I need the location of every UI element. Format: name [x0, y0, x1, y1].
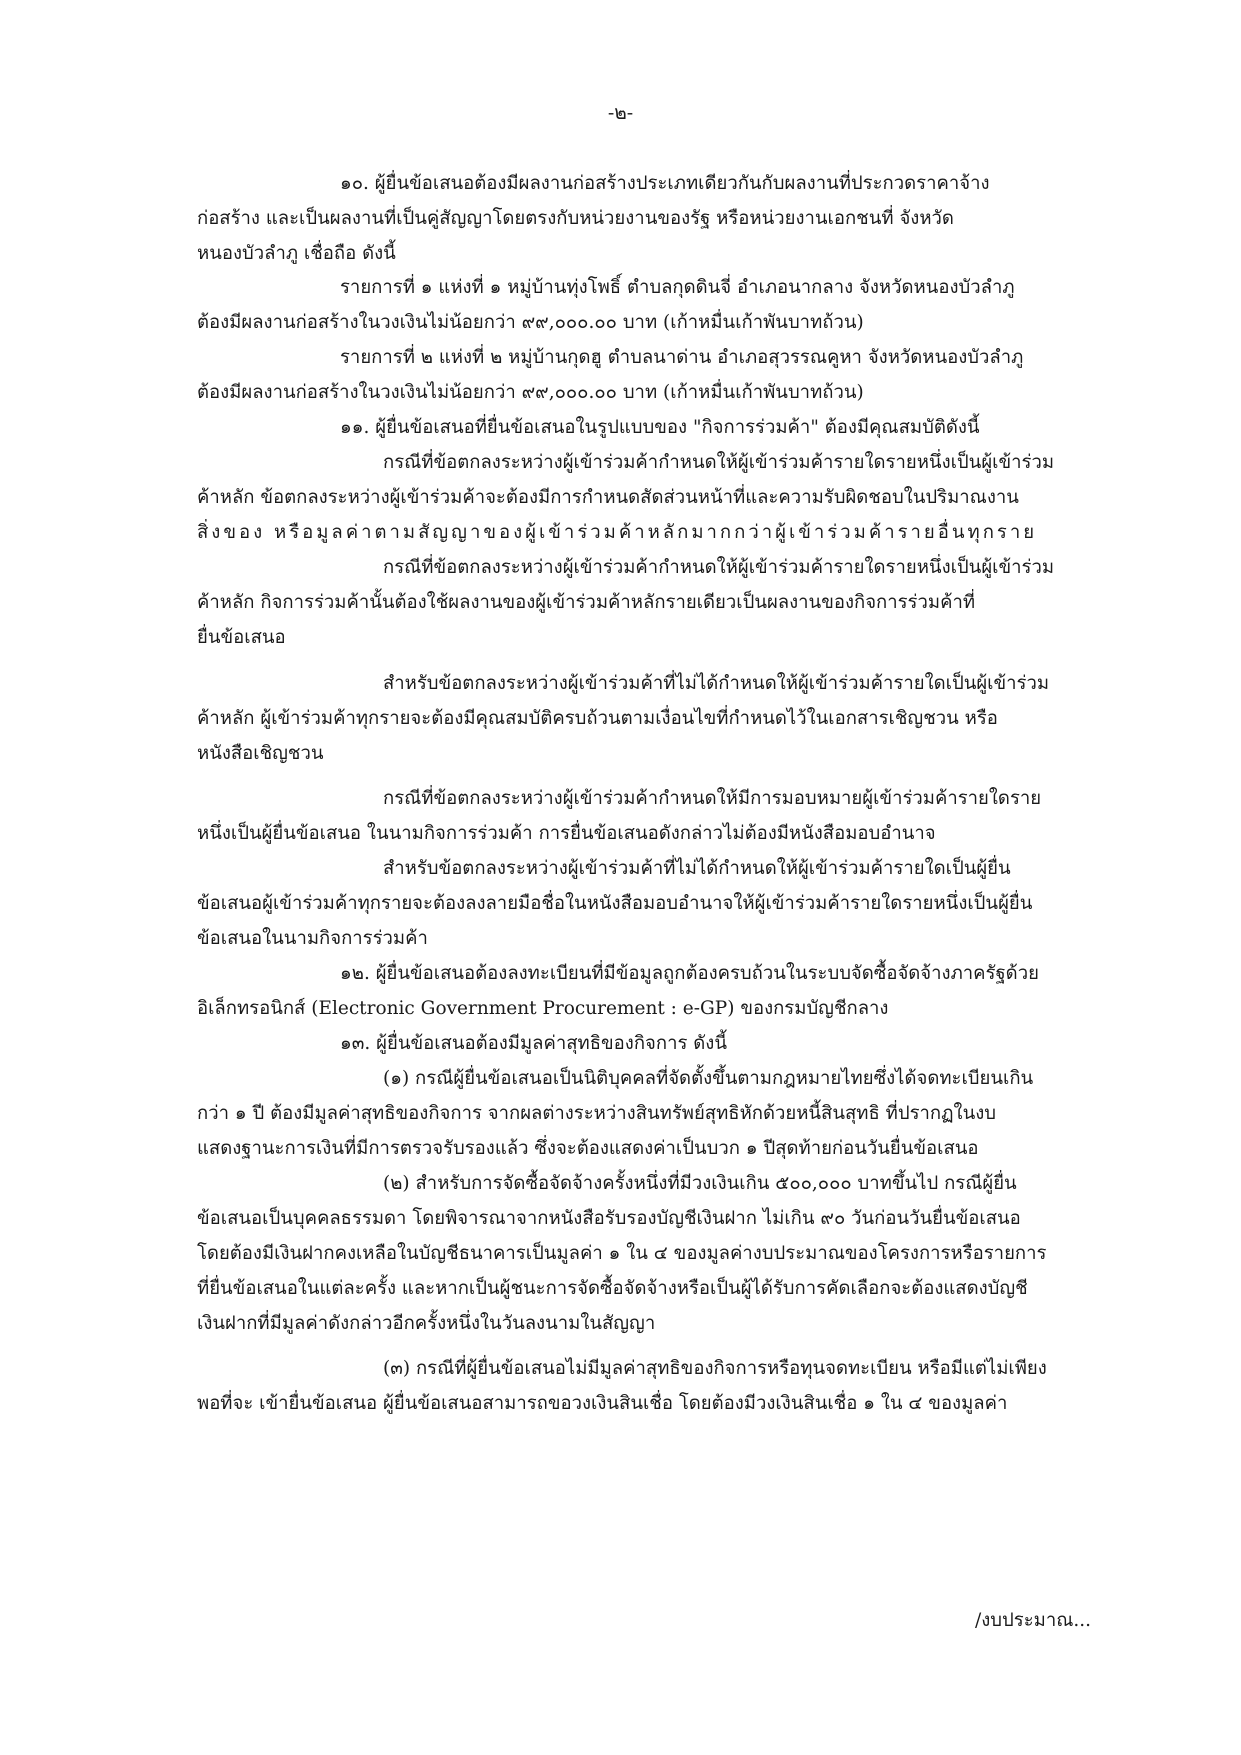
- continuation-footer: /งบประมาณ...: [975, 1610, 1092, 1631]
- text-line: ข้อเสนอเป็นบุคคลธรรมดา โดยพิจารณาจากหนังสือรับรองบัญชีเงินฝาก ไม่เกิน ๙๐ วันก่อนวันยื่นข้อเสนอ: [197, 1208, 1021, 1229]
- text-line: ต้องมีผลงานก่อสร้างในวงเงินไม่น้อยกว่า ๙๙,๐๐๐.๐๐ บาท (เก้าหมื่นเก้าพันบาทถ้วน): [197, 382, 864, 403]
- text-line: ค้าหลัก ผู้เข้าร่วมค้าทุกรายจะต้องมีคุณสมบัติครบถ้วนตามเงื่อนไขที่กำหนดไว้ในเอกสารเชิญชวน หรือ: [197, 708, 998, 729]
- text-line: ค้าหลัก ข้อตกลงระหว่างผู้เข้าร่วมค้าจะต้องมีการกำหนดสัดส่วนหน้าที่และความรับผิดชอบในปริมาณงาน: [197, 487, 1019, 508]
- text-line: รายการที่ ๒ แห่งที่ ๒ หมู่บ้านกุดฮู ตำบลนาด่าน อำเภอสุวรรณคูหา จังหวัดหนองบัวลำภู: [340, 347, 1024, 368]
- text-line: สำหรับข้อตกลงระหว่างผู้เข้าร่วมค้าที่ไม่ได้กำหนดให้ผู้เข้าร่วมค้ารายใดเป็นผู้ยื่น: [383, 858, 1011, 879]
- text-line: หนองบัวลำภู เชื่อถือ ดังนี้: [197, 243, 396, 264]
- text-line: ต้องมีผลงานก่อสร้างในวงเงินไม่น้อยกว่า ๙๙,๐๐๐.๐๐ บาท (เก้าหมื่นเก้าพันบาทถ้วน): [197, 312, 864, 333]
- text-line: (๒) สำหรับการจัดซื้อจัดจ้างครั้งหนึ่งที่มีวงเงินเกิน ๕๐๐,๐๐๐ บาทขึ้นไป กรณีผู้ยื่น: [383, 1173, 1017, 1194]
- text-line: กรณีที่ข้อตกลงระหว่างผู้เข้าร่วมค้ากำหนดให้ผู้เข้าร่วมค้ารายใดรายหนึ่งเป็นผู้เข้าร่วม: [383, 452, 1055, 473]
- text-line: โดยต้องมีเงินฝากคงเหลือในบัญชีธนาคารเป็นมูลค่า ๑ ใน ๔ ของมูลค่างบประมาณของโครงการหรือรายการ: [197, 1243, 1047, 1264]
- text-line: หนึ่งเป็นผู้ยื่นข้อเสนอ ในนามกิจการร่วมค้า การยื่นข้อเสนอดังกล่าวไม่ต้องมีหนังสือมอบอำนาจ: [197, 823, 936, 844]
- text-line: ๑๓. ผู้ยื่นข้อเสนอต้องมีมูลค่าสุทธิของกิจการ ดังนี้: [340, 1033, 727, 1054]
- text-line: ๑๒. ผู้ยื่นข้อเสนอต้องลงทะเบียนที่มีข้อมูลถูกต้องครบถ้วนในระบบจัดซื้อจัดจ้างภาครัฐด้วย: [340, 963, 1039, 984]
- text-line: เงินฝากที่มีมูลค่าดังกล่าวอีกครั้งหนึ่งในวันลงนามในสัญญา: [197, 1313, 656, 1334]
- text-line: รายการที่ ๑ แห่งที่ ๑ หมู่บ้านทุ่งโพธิ์ ตำบลกุดดินจี่ อำเภอนากลาง จังหวัดหนองบัวลำภู: [340, 277, 1015, 298]
- text-line: (๑) กรณีผู้ยื่นข้อเสนอเป็นนิติบุคคลที่จัดตั้งขึ้นตามกฎหมายไทยซึ่งได้จดทะเบียนเกิน: [383, 1068, 1034, 1089]
- text-line: ๑๐. ผู้ยื่นข้อเสนอต้องมีผลงานก่อสร้างประเภทเดียวกันกับผลงานที่ประกวดราคาจ้าง: [340, 173, 990, 194]
- text-line: ก่อสร้าง และเป็นผลงานที่เป็นคู่สัญญาโดยตรงกับหน่วยงานของรัฐ หรือหน่วยงานเอกชนที่ จังหวัด: [197, 208, 954, 229]
- text-line: สิ่งของ หรือมูลค่าตามสัญญาของผู้เข้าร่วมค้าหลักมากกว่าผู้เข้าร่วมค้ารายอื่นทุกราย: [197, 522, 1038, 543]
- text-line: ค้าหลัก กิจการร่วมค้านั้นต้องใช้ผลงานของผู้เข้าร่วมค้าหลักรายเดียวเป็นผลงานของกิจการร่วมค้าที่: [197, 592, 976, 613]
- text-line: ข้อเสนอผู้เข้าร่วมค้าทุกรายจะต้องลงลายมือชื่อในหนังสือมอบอำนาจให้ผู้เข้าร่วมค้ารายใดรายหนึ่งเป็นผู้ยื่น: [197, 893, 1033, 914]
- page-number: -๒-: [607, 102, 634, 124]
- text-line: ที่ยื่นข้อเสนอในแต่ละครั้ง และหากเป็นผู้ชนะการจัดซื้อจัดจ้างหรือเป็นผู้ได้รับการคัดเลือกจะต้องแสดงบัญชี: [197, 1278, 1028, 1299]
- text-line: กว่า ๑ ปี ต้องมีมูลค่าสุทธิของกิจการ จากผลต่างระหว่างสินทรัพย์สุทธิหักด้วยหนี้สินสุทธิ ที่ปรากฏในงบ: [197, 1103, 996, 1124]
- text-line: ๑๑. ผู้ยื่นข้อเสนอที่ยื่นข้อเสนอในรูปแบบของ "กิจการร่วมค้า" ต้องมีคุณสมบัติดังนี้: [340, 417, 980, 438]
- text-line: สำหรับข้อตกลงระหว่างผู้เข้าร่วมค้าที่ไม่ได้กำหนดให้ผู้เข้าร่วมค้ารายใดเป็นผู้เข้าร่วม: [383, 673, 1050, 694]
- text-line: ข้อเสนอในนามกิจการร่วมค้า: [197, 928, 428, 949]
- text-line: หนังสือเชิญชวน: [197, 743, 324, 764]
- text-line: (๓) กรณีที่ผู้ยื่นข้อเสนอไม่มีมูลค่าสุทธิของกิจการหรือทุนจดทะเบียน หรือมีแต่ไม่เพียง: [383, 1358, 1047, 1379]
- text-line: กรณีที่ข้อตกลงระหว่างผู้เข้าร่วมค้ากำหนดให้ผู้เข้าร่วมค้ารายใดรายหนึ่งเป็นผู้เข้าร่วม: [383, 557, 1055, 578]
- text-line: อิเล็กทรอนิกส์ (Electronic Government Procurement : e-GP) ของกรมบัญชีกลาง: [197, 998, 889, 1019]
- text-line: ยื่นข้อเสนอ: [197, 627, 286, 648]
- text-line: กรณีที่ข้อตกลงระหว่างผู้เข้าร่วมค้ากำหนดให้มีการมอบหมายผู้เข้าร่วมค้ารายใดราย: [383, 788, 1042, 809]
- text-line: แสดงฐานะการเงินที่มีการตรวจรับรองแล้ว ซึ่งจะต้องแสดงค่าเป็นบวก ๑ ปีสุดท้ายก่อนวันยื่นข้อเสนอ: [197, 1138, 979, 1159]
- text-line: พอที่จะ เข้ายื่นข้อเสนอ ผู้ยื่นข้อเสนอสามารถขอวงเงินสินเชื่อ โดยต้องมีวงเงินสินเชื่อ ๑ ใน ๔ ของมูลค่า: [197, 1393, 1008, 1414]
